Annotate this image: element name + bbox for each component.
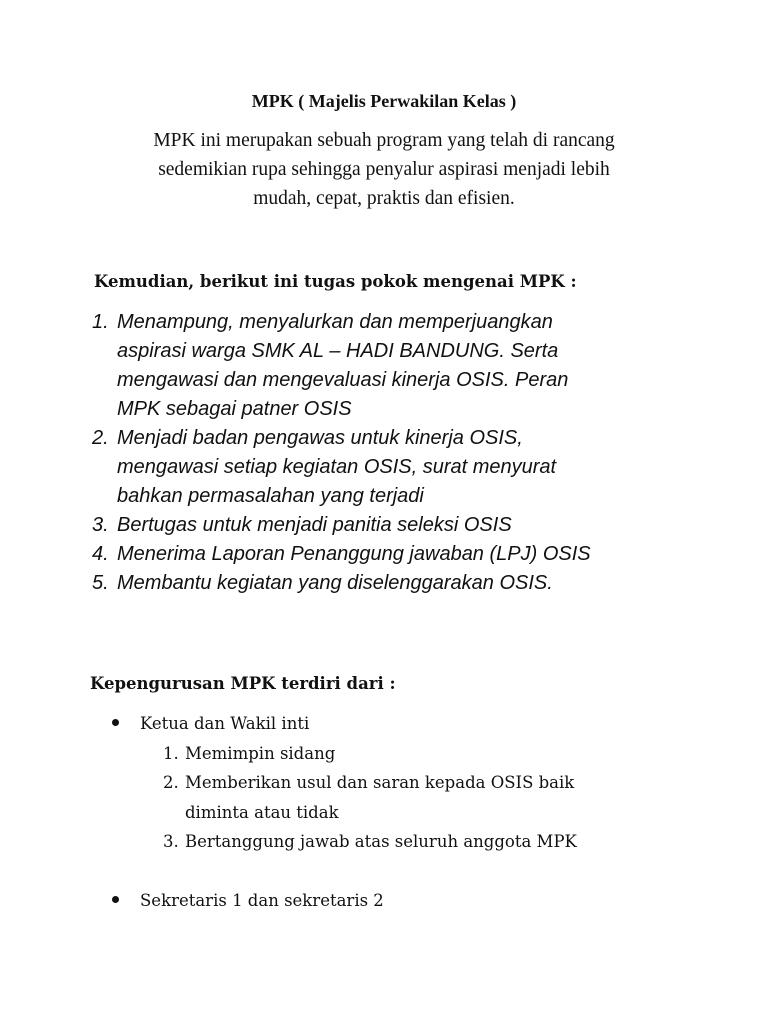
bullet-icon [108, 886, 140, 916]
role-duties-list [163, 739, 708, 857]
item-number: 2. [163, 773, 179, 792]
item-number: 3. [163, 832, 179, 851]
item-number: 3. [92, 514, 109, 536]
intro-paragraph [84, 126, 684, 213]
list-item [163, 827, 708, 857]
intro-line: MPK ini merupakan sebuah program yang telah di rancang [153, 130, 615, 151]
list-item [92, 511, 732, 540]
bullet-icon [108, 709, 140, 739]
item-number: 5. [92, 572, 109, 594]
document-title: MPK ( Majelis Perwakilan Kelas ) [251, 91, 517, 111]
roles-list [108, 709, 708, 915]
item-text: Membantu kegiatan yang diselenggarakan OSIS. [117, 572, 553, 594]
item-text: Menerima Laporan Penanggung jawaban (LPJ) OSIS [117, 543, 591, 565]
list-item [163, 768, 708, 827]
role-label: Sekretaris 1 dan sekretaris 2 [140, 890, 384, 910]
item-number: 2. [92, 427, 109, 449]
role-item [108, 886, 708, 916]
list-item [92, 569, 732, 598]
item-number: 1. [92, 311, 109, 333]
intro-line: mudah, cepat, praktis dan efisien. [253, 188, 515, 209]
item-text: Menjadi badan pengawas untuk kinerja OSIS, mengawasi setiap kegiatan OSIS, surat menyurat bahkan permasalahan yang terjadi [117, 427, 557, 507]
item-text: Bertanggung jawab atas seluruh anggota MPK [185, 832, 577, 851]
structure-heading: Kepengurusan MPK terdiri dari : [90, 674, 396, 693]
list-item [92, 308, 732, 424]
intro-line: sedemikian rupa sehingga penyalur aspirasi menjadi lebih [158, 159, 610, 180]
role-item [108, 709, 708, 739]
list-item [92, 540, 732, 569]
duties-heading: Kemudian, berikut ini tugas pokok mengenai MPK : [94, 272, 577, 291]
list-item [92, 424, 732, 511]
role-label: Ketua dan Wakil inti [140, 714, 310, 733]
item-text: Memimpin sidang [185, 743, 336, 763]
item-text: Memberikan usul dan saran kepada OSIS baik diminta atau tidak [185, 773, 575, 822]
list-item [163, 739, 708, 769]
item-text: Menampung, menyalurkan dan memperjuangkan aspirasi warga SMK AL – HADI BANDUNG. Serta mengawasi dan mengevaluasi kinerja OSIS. Peran MPK sebagai patner OSIS [117, 311, 569, 420]
item-number: 4. [92, 543, 109, 565]
item-text: Bertugas untuk menjadi panitia seleksi OSIS [117, 514, 512, 536]
duties-list [92, 308, 732, 598]
item-number: 1. [163, 743, 179, 763]
